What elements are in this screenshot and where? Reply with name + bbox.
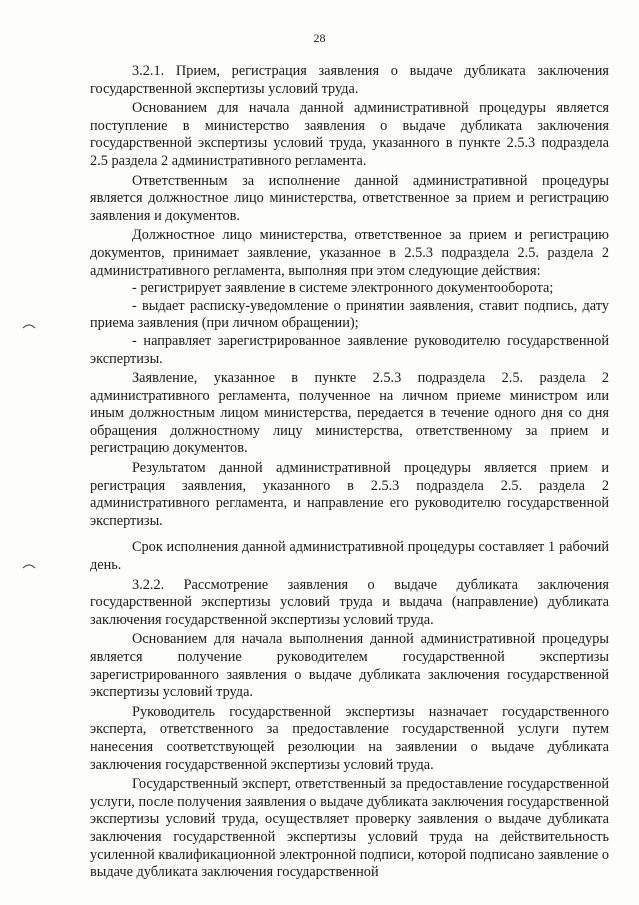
page-number: 28 [313,31,326,45]
paragraph: Основанием для начала данной административной процедуры является поступление в министерство заявления о выдаче дубликата заключения государственной экспертизы условий труда, указанного в пункте 2.5.3 подраздела 2.5 раздела 2 административного регламента. [90,100,609,169]
binding-hole-mark [22,563,36,569]
paragraph: Ответственным за исполнение данной административной процедуры является должностное лицо министерства, ответственное за прием и регистрацию заявления и документов. [90,172,609,224]
section-heading: 3.2.2. Рассмотрение заявления о выдаче дубликата заключения государственной экспертизы условий труда и выдача (направление) дубликата заключения государственной экспертизы условий труда. [90,576,609,628]
paragraph: Срок исполнения данной административной процедуры составляет 1 рабочий день. [90,539,609,574]
list-item: - регистрирует заявление в системе электронного документооборота; [132,280,554,297]
list-item: - направляет зарегистрированное заявление руководителю государственной экспертизы. [90,332,609,367]
binding-hole-mark [22,323,36,329]
paragraph: Основанием для начала выполнения данной административной процедуры является получение руководителем государственной экспертизы зарегистрированного заявления о выдаче дубликата заключения государственной экспертизы условий труда. [90,631,609,701]
list-item: - выдает расписку-уведомление о принятии заявления, ставит подпись, дату приема заявления (при личном обращении); [90,297,609,332]
document-body [90,63,609,882]
paragraph: Заявление, указанное в пункте 2.5.3 подраздела 2.5. раздела 2 административного регламента, полученное на личном приеме министром или иным должностным лицом министерства, передается в течение одного дня со дня обращения должностному лицу министерства, ответственному за прием и регистрацию документов. [90,370,609,457]
section-heading: 3.2.1. Прием, регистрация заявления о выдаче дубликата заключения государственной экспертизы условий труда. [90,63,609,97]
paragraph: Результатом данной административной процедуры является прием и регистрация заявления, указанного в 2.5.3 подраздела 2.5. раздела 2 административного регламента, и направление его руководителю государственной экспертизы. [90,460,609,529]
paragraph: Государственный эксперт, ответственный за предоставление государственной услуги, после получения заявления о выдаче дубликата заключения государственной экспертизы условий труда, осуществляет проверку заявления о выдаче дубликата заключения государственной экспертизы условий труда на действительность усиленной квалификационной электронной подписи, которой подписано заявление о выдаче дубликата заключения государственной [90,776,609,881]
paragraph: Руководитель государственной экспертизы назначает государственного эксперта, ответственного за предоставление государственной услуги путем нанесения соответствующей резолюции на заявлении о выдаче дубликата заключения государственной экспертизы условий труда. [90,703,609,773]
paragraph: Должностное лицо министерства, ответственное за прием и регистрацию документов, принимает заявление, указанное в 2.5.3 подраздела 2.5. раздела 2 административного регламента, выполняя при этом следующие действия: [90,227,609,279]
